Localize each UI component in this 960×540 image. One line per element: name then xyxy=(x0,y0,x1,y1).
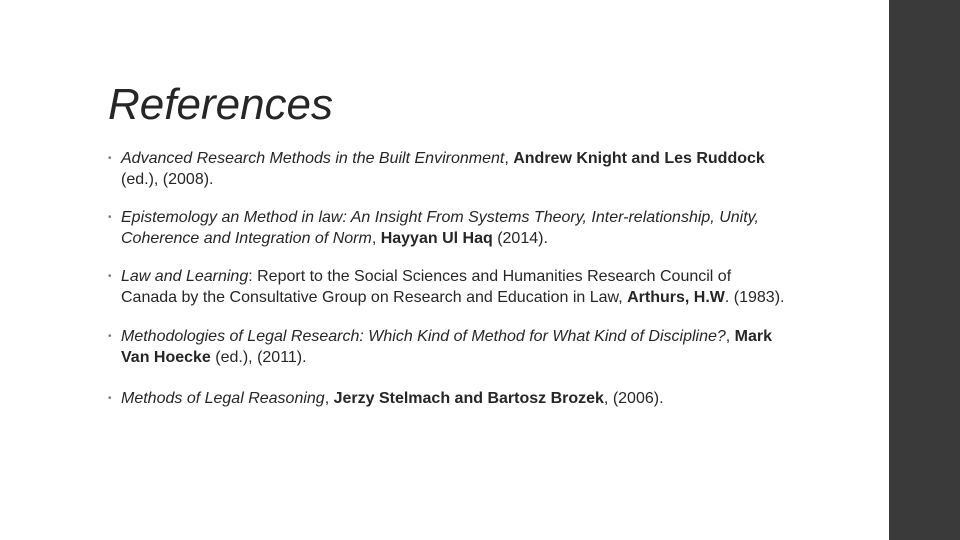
reference-separator: , xyxy=(324,390,334,407)
reference-authors: Mark Van Hoecke xyxy=(121,328,773,366)
reference-work-title: Law and Learning xyxy=(121,268,249,285)
reference-details: (ed.), (2011). xyxy=(210,349,307,366)
reference-authors: Arthurs, H.W xyxy=(627,289,725,306)
reference-separator: , xyxy=(725,328,735,345)
reference-details: (ed.), (2008). xyxy=(121,171,214,188)
decorative-side-bar xyxy=(889,0,960,540)
reference-work-title: Methodologies of Legal Research: Which Kind of Method for What Kind of Discipline? xyxy=(121,328,726,345)
reference-authors: Hayyan Ul Haq xyxy=(380,230,493,247)
reference-work-title: Epistemology an Method in law: An Insight From Systems Theory, Inter-relationship, Unity, Coherence and Integration of Norm xyxy=(121,209,759,247)
reference-authors: Andrew Knight and Les Ruddock xyxy=(513,150,765,167)
reference-item xyxy=(108,266,788,308)
reference-list xyxy=(108,148,788,426)
slide-title: References xyxy=(108,80,334,129)
bullet-icon: • xyxy=(108,331,112,342)
reference-item xyxy=(108,207,788,249)
bullet-icon: • xyxy=(108,393,112,404)
reference-work-title: Advanced Research Methods in the Built Environment xyxy=(121,150,505,167)
reference-item xyxy=(108,148,788,190)
bullet-icon: • xyxy=(108,271,112,282)
bullet-icon: • xyxy=(108,153,112,164)
reference-authors: Jerzy Stelmach and Bartosz Brozek xyxy=(333,390,604,407)
reference-details: , (2006). xyxy=(603,390,664,407)
reference-item xyxy=(108,388,788,409)
reference-separator: , xyxy=(504,150,514,167)
reference-details: (2014). xyxy=(492,230,548,247)
bullet-icon: • xyxy=(108,212,112,223)
reference-separator: , xyxy=(371,230,381,247)
reference-separator: : Report to the Social Sciences and Humanities Research Council of Canada by the Consultative Group on Research and Education in Law, xyxy=(121,268,732,306)
reference-item xyxy=(108,326,788,368)
reference-details: . (1983). xyxy=(724,289,785,306)
reference-work-title: Methods of Legal Reasoning xyxy=(121,390,325,407)
